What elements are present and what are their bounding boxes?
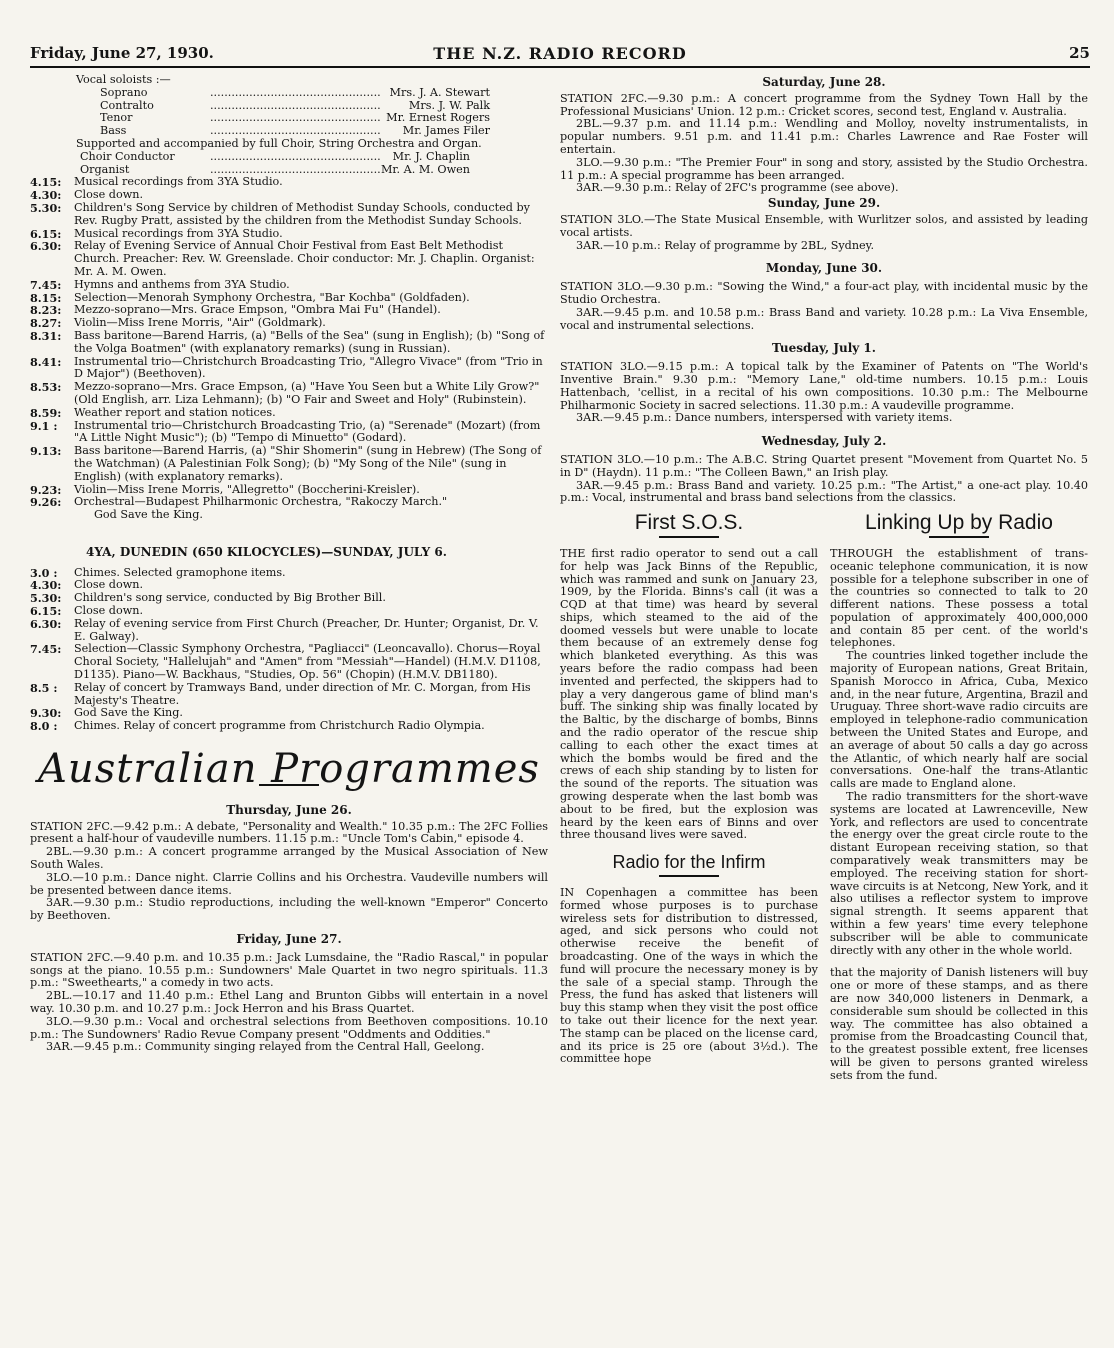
programme-paragraph: 3AR.—9.30 p.m.: Studio reproductions, including the well-known "Emperor" Concerto by Beethoven. [30, 896, 548, 923]
programme-item [30, 240, 548, 278]
soloists-list [30, 87, 548, 138]
credit-name: Mr. J. Chaplin [392, 149, 470, 163]
article-linking-up [830, 511, 1088, 1082]
programme-time: 4.15: [30, 175, 62, 190]
programme-item [30, 356, 548, 382]
programme-paragraph: STATION 3LO.—9.15 p.m.: A topical talk by the Examiner of Patents on "The World's Inventive Brain." 9.30 p.m.: "Memory Lane," old-time numbers. 10.15 p.m.: Louis Hattenbach, 'cellist, in a recital of his own compositions. 10.30 p.m.: The Melbourne Philharmonic Society in sacred selections. 11.30 p.m.: A vaudeville programme. [560, 360, 1088, 412]
programme-paragraph: 3LO.—9.30 p.m.: "The Premier Four" in song and story, assisted by the Studio Orchestra. 11 p.m.: A special programme has been arranged. [560, 155, 1088, 182]
day-programmes [560, 281, 1088, 332]
programme-text: Close down. [74, 578, 144, 592]
programme-time: 4.30: [30, 188, 62, 203]
australian-programmes-title: Australian Programmes [38, 746, 540, 793]
programme-item [30, 420, 548, 446]
programme-time: 6.30: [30, 239, 62, 254]
credit-name: Mr. A. M. Owen [380, 162, 470, 176]
programme-item [30, 720, 548, 733]
leader-dots: ................................................ [210, 99, 381, 112]
programme-text: Mezzo-soprano—Mrs. Grace Empson, "Ombra Mai Fu" (Handel). [74, 303, 441, 317]
programme-time: 8.41: [30, 354, 62, 369]
masthead-title: THE N.Z. RADIO RECORD [433, 44, 687, 63]
programme-time: 8.53: [30, 380, 62, 395]
day-programmes [560, 454, 1088, 505]
programme-item [30, 407, 548, 420]
programme-text: Close down. [74, 188, 144, 202]
programme-paragraph: STATION 3LO.—The State Musical Ensemble, with Wurlitzer solos, and assisted by leading vocal artists. [560, 212, 1088, 239]
leader-dots: ................................................ [210, 86, 381, 99]
programme-paragraph: STATION 2FC.—9.30 p.m.: A concert programme from the Sydney Town Hall by the Professional Musicians' Union. 12 p.m.: Cricket scores, second test, England v. Australia. [560, 91, 1088, 118]
programme-text: Chimes. Relay of concert programme from Christchurch Radio Olympia. [74, 719, 485, 733]
programme-item [30, 618, 548, 644]
programme-text: Musical recordings from 3YA Studio. [74, 226, 283, 240]
credit-name: Mrs. J. W. Palk [408, 98, 490, 112]
linking-paragraph: The countries linked together include the majority of European nations, Great Britain, Spanish Morocco in Africa, Cuba, Mexico and, in the near future, Argentina, Brazil and Uruguay. Three short-wave radio circuits are employed in telephone-radio communication between the United States and Europe, and an average of about 50 calls a day go across the Atlantic, of which nearly half are social conversations. One-half the trans-Atlantic calls are made to England alone. [830, 649, 1088, 791]
programme-time: 5.30: [30, 591, 62, 606]
soloists-label: Vocal soloists :— [76, 73, 171, 86]
programme-item [30, 381, 548, 407]
programme-item [30, 682, 548, 708]
articles-area [560, 511, 1088, 1082]
programme-text: Bass baritone—Barend Harris, (a) "Bells of the Sea" (sung in English); (b) "Song of the Volga Boatmen" (with explanatory remarks) (sung in Russian). [74, 328, 545, 355]
supported-note: Supported and accompanied by full Choir, String Orchestra and Organ. [76, 136, 482, 150]
programme-text: Bass baritone—Barend Harris, (a) "Shir Shomerin" (sung in Hebrew) (The Song of the Watchman) (A Palestinian Folk Song); (b) "My Song of the Nile" (sung in English) (with explanatory remarks). [74, 444, 542, 483]
day-heading: Sunday, June 29. [767, 196, 881, 211]
infirm-text: IN Copenhagen a committee has been formed whose purposes is to purchase wireless sets for distribution to distressed, aged, and sick persons who could not otherwise receive the benefit of broadcasting. One of the ways in which the fund will procure the necessary money is by the sale of a special stamp. Through the Press, the fund has asked that listeners will buy this stamp when they visit the post office to take out their licence for the next year. The stamp can be placed on the license card, and its price is 25 ore (about 3½d.). The committee hope [560, 886, 818, 1066]
credit-name: Mr. James Filer [402, 124, 490, 138]
programme-item [30, 330, 548, 356]
linking-paragraph: The radio transmitters for the short-wave systems are located at Lawrenceville, New York, and reflectors are used to concentrate the energy over the great circle route to the distant European receiving station, so that comparatively weak transmitters may be employed. The receiving station for short-wave circuits is at Netcong, New York, and it also utilises a reflector system to improve signal strength. It seems apparent that within a few years' time every telephone subscriber will be able to communicate directly with any other in the whole world. [830, 790, 1088, 957]
programme-text: Orchestral—Budapest Philharmonic Orchestra, "Rakoczy March." [74, 495, 448, 509]
section-heading-4ya: 4YA, DUNEDIN (650 KILOCYCLES)—SUNDAY, JULY 6. [86, 544, 447, 559]
programme-item [30, 605, 548, 618]
programme-item [30, 202, 548, 228]
programme-text: Instrumental trio—Christchurch Broadcasting Trio, "Allegro Vivace" (from "Trio in D Major") (Beethoven). [74, 354, 543, 381]
programme-time: 7.45: [30, 642, 62, 657]
day-programmes [560, 93, 1088, 195]
programme-time: 8.5 : [30, 680, 58, 695]
programme-text: Children's song service, conducted by Big Brother Bill. [74, 591, 386, 605]
programme-paragraph: 3AR.—10 p.m.: Relay of programme by 2BL, Sydney. [576, 238, 875, 252]
programme-time: 9.1 : [30, 418, 58, 433]
programme-text: Close down. [74, 604, 144, 618]
leader-dots: ................................................ [210, 163, 381, 176]
left-column [30, 74, 548, 1054]
programme-item [30, 643, 548, 681]
linking-paragraph: THROUGH the establishment of trans-oceanic telephone communication, it is now possible for a telephone subscriber in one of the countries so connected to talk to 20 different nations. These possess a total population of approximately 400,000,000 and contain 85 per cent. of the world's telephones. [830, 546, 1088, 650]
programme-text: Chimes. Selected gramophone items. [74, 565, 286, 579]
leader-dots: ................................................ [210, 125, 381, 138]
programme-time: 9.13: [30, 444, 62, 459]
infirm-continued-text: that the majority of Danish listeners will buy one or more of these stamps, and as there are now 340,000 listeners in Denmark, a considerable sum should be collected in this way. The committee has also obtained a promise from the Broadcasting Council that, to the greatest possible extent, free licenses will be given to persons granted wireless sets from the fund. [830, 966, 1088, 1082]
programme-paragraph: 3LO.—9.30 p.m.: Vocal and orchestral selections from Beethoven compositions. 10.10 p.m.: The Sundowners' Radio Revue Company present "Oddments and Oddities." [30, 1014, 548, 1041]
programme-text: Weather report and station notices. [74, 405, 276, 419]
australian-days [560, 76, 1088, 505]
programme-time: 8.27: [30, 316, 62, 331]
programme-paragraph: 3AR.—9.45 p.m. and 10.58 p.m.: Brass Band and variety. 10.28 p.m.: La Viva Ensemble, vocal and instrumental selections. [560, 305, 1088, 332]
programme-time: 8.59: [30, 405, 62, 420]
credit-role: Organist [80, 162, 130, 176]
programme-paragraph: 2BL.—9.30 p.m.: A concert programme arranged by the Musical Association of New South Wales. [30, 845, 548, 872]
day-programmes [560, 361, 1088, 425]
day-heading: Wednesday, July 2. [761, 434, 887, 449]
linking-up-rule [929, 536, 989, 538]
programme-time: 4.30: [30, 578, 62, 593]
programme-time: 8.31: [30, 328, 62, 343]
programme-time: 8.23: [30, 303, 62, 318]
issue-date: Friday, June 27, 1930. [30, 44, 214, 62]
programme-4ya [30, 567, 548, 733]
programme-paragraph: 2BL.—9.37 p.m. and 11.14 p.m.: Wendling and Molloy, novelty instrumentalists, in popular numbers. 9.51 p.m. and 11.41 p.m.: Charles Lawrence and Rae Foster will entertain. [560, 117, 1088, 156]
credit-role: Tenor [100, 111, 133, 125]
day-heading: Monday, June 30. [765, 261, 883, 276]
credit-name: Mrs. J. A. Stewart [389, 85, 490, 99]
day-programmes [560, 214, 1088, 252]
credit-role: Choir Conductor [80, 149, 175, 163]
programme-paragraph: STATION 2FC.—9.40 p.m. and 10.35 p.m.: Jack Lumsdaine, the "Radio Rascal," in popular songs at the piano. 10.55 p.m.: Sundowners' Male Quartet in two negro spirituals. 11.3 p.m.: "Sweethearts," a comedy in two acts. [30, 950, 548, 990]
programme-time: 9.23: [30, 482, 62, 497]
programme-paragraph: 3AR.—9.45 p.m.: Community singing relayed from the Central Hall, Geelong. [46, 1040, 485, 1054]
programme-text: Instrumental trio—Christchurch Broadcasting Trio, (a) "Serenade" (Mozart) (from "A Little Night Music"); (b) "Tempo di Minuetto" (Godard). [74, 418, 541, 445]
credit-row [30, 87, 490, 100]
programme-item [30, 279, 548, 292]
credit-name: Mr. Ernest Rogers [386, 111, 490, 125]
god-save-line: God Save the King. [94, 508, 203, 522]
programme-paragraph: 2BL.—10.17 and 11.40 p.m.: Ethel Lang and Brunton Gibbs will entertain in a novel way. 10.30 p.m. and 10.27 p.m.: Jock Herron and his Brass Quartet. [30, 989, 548, 1015]
programme-item [30, 445, 548, 483]
thursday-heading: Thursday, June 26. [226, 802, 352, 817]
programme-text: Mezzo-soprano—Mrs. Grace Empson, (a) "Have You Seen but a White Lily Grow?" (Old English, arr. Liza Lehmann); (b) "O Fair and Sweet and Holy" (Rubinstein). [74, 380, 540, 406]
right-column [560, 74, 1088, 1083]
first-sos-text: THE first radio operator to send out a call for help was Jack Binns of the Republic, which was rammed and sunk on January 23, 1909, by the Florida. Binns's call (it was a CQD at that time) was heard by several ships, which steamed to the aid of the doomed vessels but were unable to locate them because of an extremely dense fog which blanketed everything. As this was years before the radio compass had been invented and perfected, the skippers had to play a very dangerous game of blind man's buff. The sinking ship was finally located by the Baltic, by the discharge of bombs, Binns and the radio operator of the rescue ship calling to each other the exact times at which the bombs would be fired and the crews of each ship standing by to listen for the sound of the reports. The situation was growing desperate when the last bomb was about to be fired, but the explosion was heard by the keen ears of Binns and over three thousand lives were saved. [560, 546, 818, 842]
programme-paragraph: STATION 3LO.—9.30 p.m.: "Sowing the Wind," a four-act play, with incidental music by the Studio Orchestra. [560, 280, 1088, 306]
leader-dots: ................................................ [210, 150, 381, 163]
article-first-sos [560, 511, 818, 1082]
infirm-rule [659, 875, 719, 877]
programme-3ya [30, 176, 548, 509]
conductors-list [30, 151, 548, 177]
programme-paragraph: 3AR.—9.45 p.m.: Brass Band and variety. 10.25 p.m.: "The Artist," a one-act play. 10.40 p.m.: Vocal, instrumental and brass band selections from the classics. [560, 478, 1088, 505]
linking-up-text [830, 548, 1088, 958]
programme-paragraph: STATION 3LO.—10 p.m.: The A.B.C. String Quartet present "Movement from Quartet No. 5 in D" (Haydn). 11 p.m.: "The Colleen Bawn," an Irish play. [560, 452, 1088, 479]
programme-text: Relay of concert by Tramways Band, under direction of Mr. C. Morgan, from His Majesty's Theatre. [74, 680, 531, 707]
page-header [30, 40, 1090, 68]
programme-text: Relay of evening service from First Church (Preacher, Dr. Hunter; Organist, Dr. V. E. Galway). [74, 616, 539, 643]
programme-text: Violin—Miss Irene Morris, "Allegretto" (Boccherini-Kreisler). [74, 482, 420, 496]
credit-role: Bass [100, 124, 127, 138]
linking-up-title: Linking Up by Radio [865, 511, 1053, 535]
credit-role: Soprano [100, 85, 148, 99]
credit-role: Contralto [100, 98, 154, 112]
programme-paragraph: 3AR.—9.30 p.m.: Relay of 2FC's programme (see above). [576, 181, 899, 195]
programme-text: Hymns and anthems from 3YA Studio. [74, 277, 290, 291]
programme-paragraph: STATION 2FC.—9.42 p.m.: A debate, "Personality and Wealth." 10.35 p.m.: The 2FC Follies present a half-hour of vaudeville numbers. 11.15 p.m.: "Uncle Tom's Cabin," episode 4. [30, 819, 548, 846]
programme-text: Musical recordings from 3YA Studio. [74, 175, 283, 189]
programme-time: 8.0 : [30, 719, 58, 734]
programme-text: God Save the King. [74, 706, 183, 720]
credit-row [30, 151, 470, 164]
first-sos-title: First S.O.S. [634, 511, 744, 535]
friday-heading: Friday, June 27. [236, 932, 342, 947]
programme-time: 6.15: [30, 226, 62, 241]
infirm-title: Radio for the Infirm [612, 852, 766, 873]
first-sos-rule [659, 536, 719, 538]
programme-text: Selection—Menorah Symphony Orchestra, "Bar Kochba" (Goldfaden). [74, 290, 470, 304]
programme-text: Relay of Evening Service of Annual Choir Festival from East Belt Methodist Church. Preacher: Rev. W. Greenslade. Choir conductor: Mr. J. Chaplin. Organist: Mr. A. M. Owen. [74, 239, 535, 278]
programme-text: Violin—Miss Irene Morris, "Air" (Goldmark). [74, 316, 326, 330]
programme-paragraph: 3LO.—10 p.m.: Dance night. Clarrie Collins and his Orchestra. Vaudeville numbers will be presented between dance items. [30, 870, 548, 897]
friday-programmes [30, 952, 548, 1054]
programme-time: 8.15: [30, 290, 62, 305]
programme-time: 5.30: [30, 200, 62, 215]
page-number: 25 [1069, 44, 1090, 62]
day-heading: Saturday, June 28. [762, 75, 886, 89]
programme-time: 6.15: [30, 604, 62, 619]
programme-text: Children's Song Service by children of Methodist Sunday Schools, conducted by Rev. Rugby Pratt, assisted by the children from the Methodist Sunday Schools. [74, 200, 530, 227]
programme-time: 9.26: [30, 495, 62, 510]
day-heading: Tuesday, July 1. [772, 341, 876, 356]
programme-paragraph: 3AR.—9.45 p.m.: Dance numbers, interspersed with variety items. [576, 411, 953, 425]
programme-text: Selection—Classic Symphony Orchestra, "Pagliacci" (Leoncavallo). Chorus—Royal Choral Society, "Hallelujah" and "Amen" from "Messiah"—Handel) (H.M.V. D1108, D1135). Piano—W. Backhaus, "Studies, Op. 56" (Chopin) (H.M.V. DB1180). [74, 642, 541, 682]
programme-time: 7.45: [30, 277, 62, 292]
leader-dots: ................................................ [210, 112, 381, 125]
thursday-programmes [30, 821, 548, 923]
programme-time: 6.30: [30, 616, 62, 631]
programme-time: 9.30: [30, 706, 62, 721]
programme-time: 3.0 : [30, 565, 58, 580]
